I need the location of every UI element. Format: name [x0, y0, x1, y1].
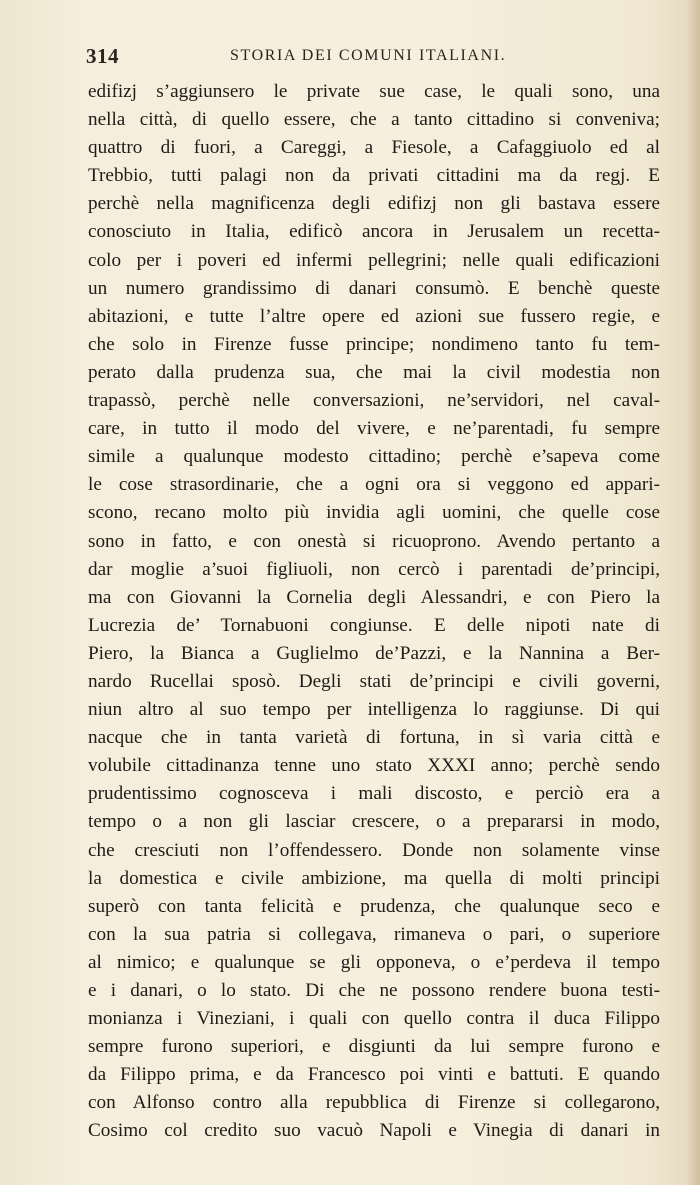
text-line: da Filippo prima, e da Francesco poi vinti e battuti. E quando: [88, 1064, 660, 1086]
text-line: edifizj s’aggiunsero le private sue case, le quali sono, una: [88, 81, 660, 102]
text-line: conosciuto in Italia, edificò ancora in Jerusalem un recetta-: [88, 221, 660, 243]
text-line: care, in tutto il modo del vivere, e ne’parentadi, fu sempre: [88, 418, 660, 440]
text-line: le cose strasordinarie, che a ogni ora si veggono ed appari-: [88, 474, 660, 496]
body-text: [88, 78, 660, 1146]
text-line: simile a qualunque modesto cittadino; perchè e’sapeva come: [88, 446, 660, 468]
text-line: la domestica e civile ambizione, ma quella di molti principi: [88, 867, 660, 889]
text-line: niun altro al suo tempo per intelligenza lo raggiunse. Di qui: [88, 699, 660, 721]
text-line: nella città, di quello essere, che a tanto cittadino si conveniva;: [88, 109, 660, 131]
text-line: prudentissimo cognosceva i mali discosto, e perciò era a: [88, 783, 660, 805]
text-line: perchè nella magnificenza degli edifizj non gli bastava essere: [88, 193, 660, 215]
text-line: quattro di fuori, a Careggi, a Fiesole, a Cafaggiuolo ed al: [88, 137, 660, 159]
text-line: nacque che in tanta varietà di fortuna, in sì varia città e: [88, 727, 660, 749]
text-line: Cosimo col credito suo vacuò Napoli e Vinegia di danari in: [88, 1120, 660, 1142]
page-edge-shadow: [686, 0, 700, 1185]
text-line: sempre furono superiori, e disgiunti da lui sempre furono e: [88, 1036, 660, 1058]
text-line: Trebbio, tutti palagi non da privati cittadini ma da regj. E: [88, 165, 660, 187]
text-line: con Alfonso contro alla repubblica di Firenze si collegarono,: [88, 1092, 660, 1114]
text-line: Lucrezia de’ Tornabuoni congiunse. E delle nipoti nate di: [88, 614, 660, 636]
text-line: sono in fatto, e con onestà si ricuoprono. Avendo pertanto a: [88, 530, 660, 552]
text-line: nardo Rucellai sposò. Degli stati de’principi e civili governi,: [88, 670, 660, 692]
text-line: volubile cittadinanza tenne uno stato XXXI anno; perchè sendo: [88, 755, 660, 777]
text-line: tempo o a non gli lasciar crescere, o a prepararsi in modo,: [88, 811, 660, 833]
page-header: [86, 44, 662, 76]
text-line: monianza i Vineziani, i quali con quello contra il duca Filippo: [88, 1008, 660, 1030]
text-line: un numero grandissimo di danari consumò. E benchè queste: [88, 277, 660, 299]
text-line: dar moglie a’suoi figliuoli, non cercò i parentadi de’principi,: [88, 558, 660, 580]
text-line: che solo in Firenze fusse principe; nondimeno tanto fu tem-: [88, 333, 660, 355]
text-line: al nimico; e qualunque se gli opponeva, o e’perdeva il tempo: [88, 951, 660, 973]
text-line: che cresciuti non l’offendessero. Donde non solamente vinse: [88, 839, 660, 861]
text-line: con la sua patria si collegava, rimaneva o pari, o superiore: [88, 923, 660, 945]
text-line: trapassò, perchè nelle conversazioni, ne’servidori, nel caval-: [88, 390, 660, 412]
page-number: 314: [86, 44, 119, 68]
text-line: ma con Giovanni la Cornelia degli Alessandri, e con Piero la: [88, 586, 660, 608]
text-line: abitazioni, e tutte l’altre opere ed azioni sue fussero regie, e: [88, 305, 660, 327]
text-line: perato dalla prudenza sua, che mai la civil modestia non: [88, 361, 660, 383]
text-line: scono, recano molto più invidia agli uomini, che quelle cose: [88, 502, 660, 524]
text-line: e i danari, o lo stato. Di che ne possono rendere buona testi-: [88, 980, 660, 1001]
text-line: Piero, la Bianca a Guglielmo de’Pazzi, e la Nannina a Ber-: [88, 642, 660, 664]
running-title: STORIA DEI COMUNI ITALIANI.: [230, 47, 507, 64]
text-line: colo per i poveri ed infermi pellegrini; nelle quali edificazioni: [88, 249, 660, 271]
text-line: superò con tanta felicità e prudenza, che qualunque seco e: [88, 895, 660, 917]
